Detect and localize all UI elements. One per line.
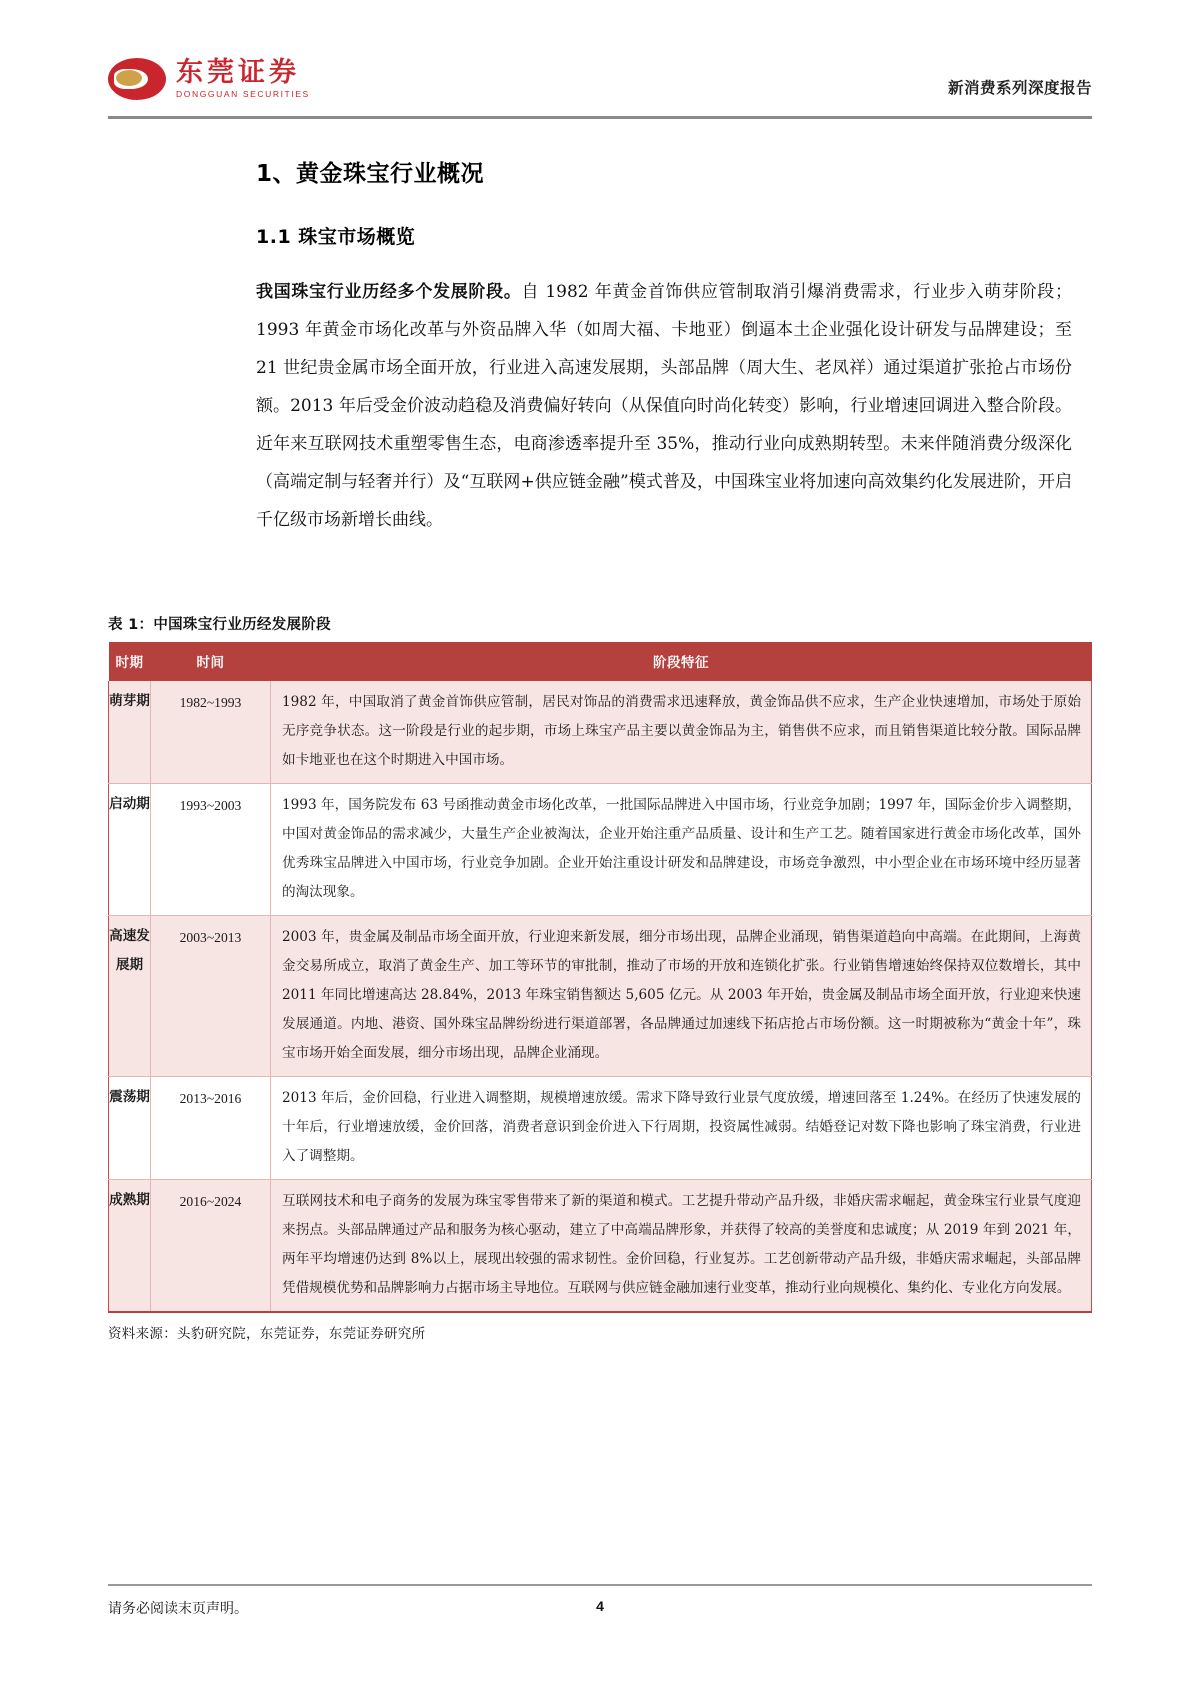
table-row <box>109 784 1092 916</box>
cell-period: 震荡期 <box>109 1077 151 1180</box>
logo-name-cn: 东莞证券 <box>176 56 300 88</box>
table-row <box>109 1077 1092 1180</box>
table-row <box>109 1180 1092 1313</box>
page-footer <box>108 1584 1092 1620</box>
logo-text <box>176 56 310 100</box>
table-block <box>108 613 1092 1342</box>
cell-feature: 1982 年，中国取消了黄金首饰供应管制，居民对饰品的消费需求迅速释放，黄金饰品供不应求，生产企业快速增加，市场处于原始无序竞争状态。这一阶段是行业的起步期，市场上珠宝产品主要以黄金饰品为主，销售供不应求，而且销售渠道比较分散。国际品牌如卡地亚也在这个时期进入中国市场。 <box>271 681 1092 784</box>
table-caption: 表 1：中国珠宝行业历经发展阶段 <box>108 617 331 633</box>
cell-feature: 2013 年后，金价回稳，行业进入调整期，规模增速放缓。需求下降导致行业景气度放缓，增速回落至 1.24%。在经历了快速发展的十年后，行业增速放缓，金价回落，消费者意识到金价进入下行周期，投资属性减弱。结婚登记对数下降也影响了珠宝消费，行业进入了调整期。 <box>271 1077 1092 1180</box>
report-series-title: 新消费系列深度报告 <box>947 79 1092 97</box>
footer-divider <box>108 1584 1092 1586</box>
table-head <box>109 642 1092 681</box>
cell-period: 高速发展期 <box>109 916 151 1077</box>
development-stages-table <box>108 642 1092 1313</box>
logo-mark-icon <box>108 58 166 100</box>
paragraph-lead: 我国珠宝行业历经多个发展阶段。 <box>256 282 522 302</box>
column-header-time: 时间 <box>151 642 271 681</box>
header-divider <box>108 116 1092 119</box>
page-number: 4 <box>596 1598 604 1614</box>
table-row <box>109 916 1092 1077</box>
intro-paragraph <box>256 273 1072 539</box>
cell-time: 1993~2003 <box>151 784 271 916</box>
table-row <box>109 681 1092 784</box>
table-source: 资料来源：头豹研究院，东莞证券，东莞证券研究所 <box>108 1326 426 1342</box>
cell-feature: 1993 年，国务院发布 63 号函推动黄金市场化改革，一批国际品牌进入中国市场，行业竞争加剧；1997 年，国际金价步入调整期，中国对黄金饰品的需求减少，大量生产企业被淘汰，企业开始注重产品质量、设计和生产工艺。随着国家进行黄金市场化改革，国外优秀珠宝品牌进入中国市场，行业竞争加剧。企业开始注重设计研发和品牌建设，市场竞争激烈，中小型企业在市场环境中经历显著的淘汰现象。 <box>271 784 1092 916</box>
cell-period: 萌芽期 <box>109 681 151 784</box>
footer-disclaimer: 请务必阅读末页声明。 <box>108 1601 248 1617</box>
table-header-row <box>109 642 1092 681</box>
column-header-feature: 阶段特征 <box>271 642 1092 681</box>
cell-time: 2013~2016 <box>151 1077 271 1180</box>
cell-feature: 2003 年，贵金属及制品市场全面开放，行业迎来新发展，细分市场出现，品牌企业涌现，销售渠道趋向中高端。在此期间，上海黄金交易所成立，取消了黄金生产、加工等环节的审批制，推动了市场的开放和连锁化扩张。行业销售增速始终保持双位数增长，其中 2011 年同比增速高达 28.84%，2013 年珠宝销售额达 5,605 亿元。从 2003 年开始，贵金属及制品市场全面开放，行业迎来快速发展通道。内地、港资、国外珠宝品牌纷纷进行渠道部署，各品牌通过加速线下拓店抢占市场份额。这一时期被称为“黄金十年”，珠宝市场开始全面发展，细分市场出现，品牌企业涌现。 <box>271 916 1092 1077</box>
cell-feature: 互联网技术和电子商务的发展为珠宝零售带来了新的渠道和模式。工艺提升带动产品升级，非婚庆需求崛起，黄金珠宝行业景气度迎来拐点。头部品牌通过产品和服务为核心驱动，建立了中高端品牌形象，并获得了较高的美誉度和忠诚度；从 2019 年到 2021 年，两年平均增速仍达到 8%以上，展现出较强的需求韧性。金价回稳，行业复苏。工艺创新带动产品升级，非婚庆需求崛起，头部品牌凭借规模优势和品牌影响力占据市场主导地位。互联网与供应链金融加速行业变革，推动行业向规模化、集约化、专业化方向发展。 <box>271 1180 1092 1313</box>
cell-period: 成熟期 <box>109 1180 151 1313</box>
table-body <box>109 681 1092 1312</box>
page-title: 1、黄金珠宝行业概况 <box>256 161 485 187</box>
column-header-period: 时期 <box>109 642 151 681</box>
logo-name-en: DONGGUAN SECURITIES <box>176 89 310 100</box>
paragraph-body: 自 1982 年黄金首饰供应管制取消引爆消费需求，行业步入萌芽阶段；1993 年黄金市场化改革与外资品牌入华（如周大福、卡地亚）倒逼本土企业强化设计研发与品牌建设；至 21 世纪贵金属市场全面开放，行业进入高速发展期，头部品牌（周大生、老凤祥）通过渠道扩张抢占市场份额。2013 年后受金价波动趋稳及消费偏好转向（从保值向时尚化转变）影响，行业增速回调进入整合阶段。近年来互联网技术重塑零售生态，电商渗透率提升至 35%，推动行业向成熟期转型。未来伴随消费分级深化（高端定制与轻奢并行）及“互联网+供应链金融”模式普及，中国珠宝业将加速向高效集约化发展进阶，开启千亿级市场新增长曲线。 <box>256 282 1072 530</box>
subsection-title: 1.1 珠宝市场概览 <box>256 226 416 248</box>
page-header <box>108 0 1092 122</box>
company-logo <box>108 58 310 100</box>
cell-time: 1982~1993 <box>151 681 271 784</box>
main-content <box>108 155 1092 539</box>
cell-time: 2003~2013 <box>151 916 271 1077</box>
cell-time: 2016~2024 <box>151 1180 271 1313</box>
cell-period: 启动期 <box>109 784 151 916</box>
